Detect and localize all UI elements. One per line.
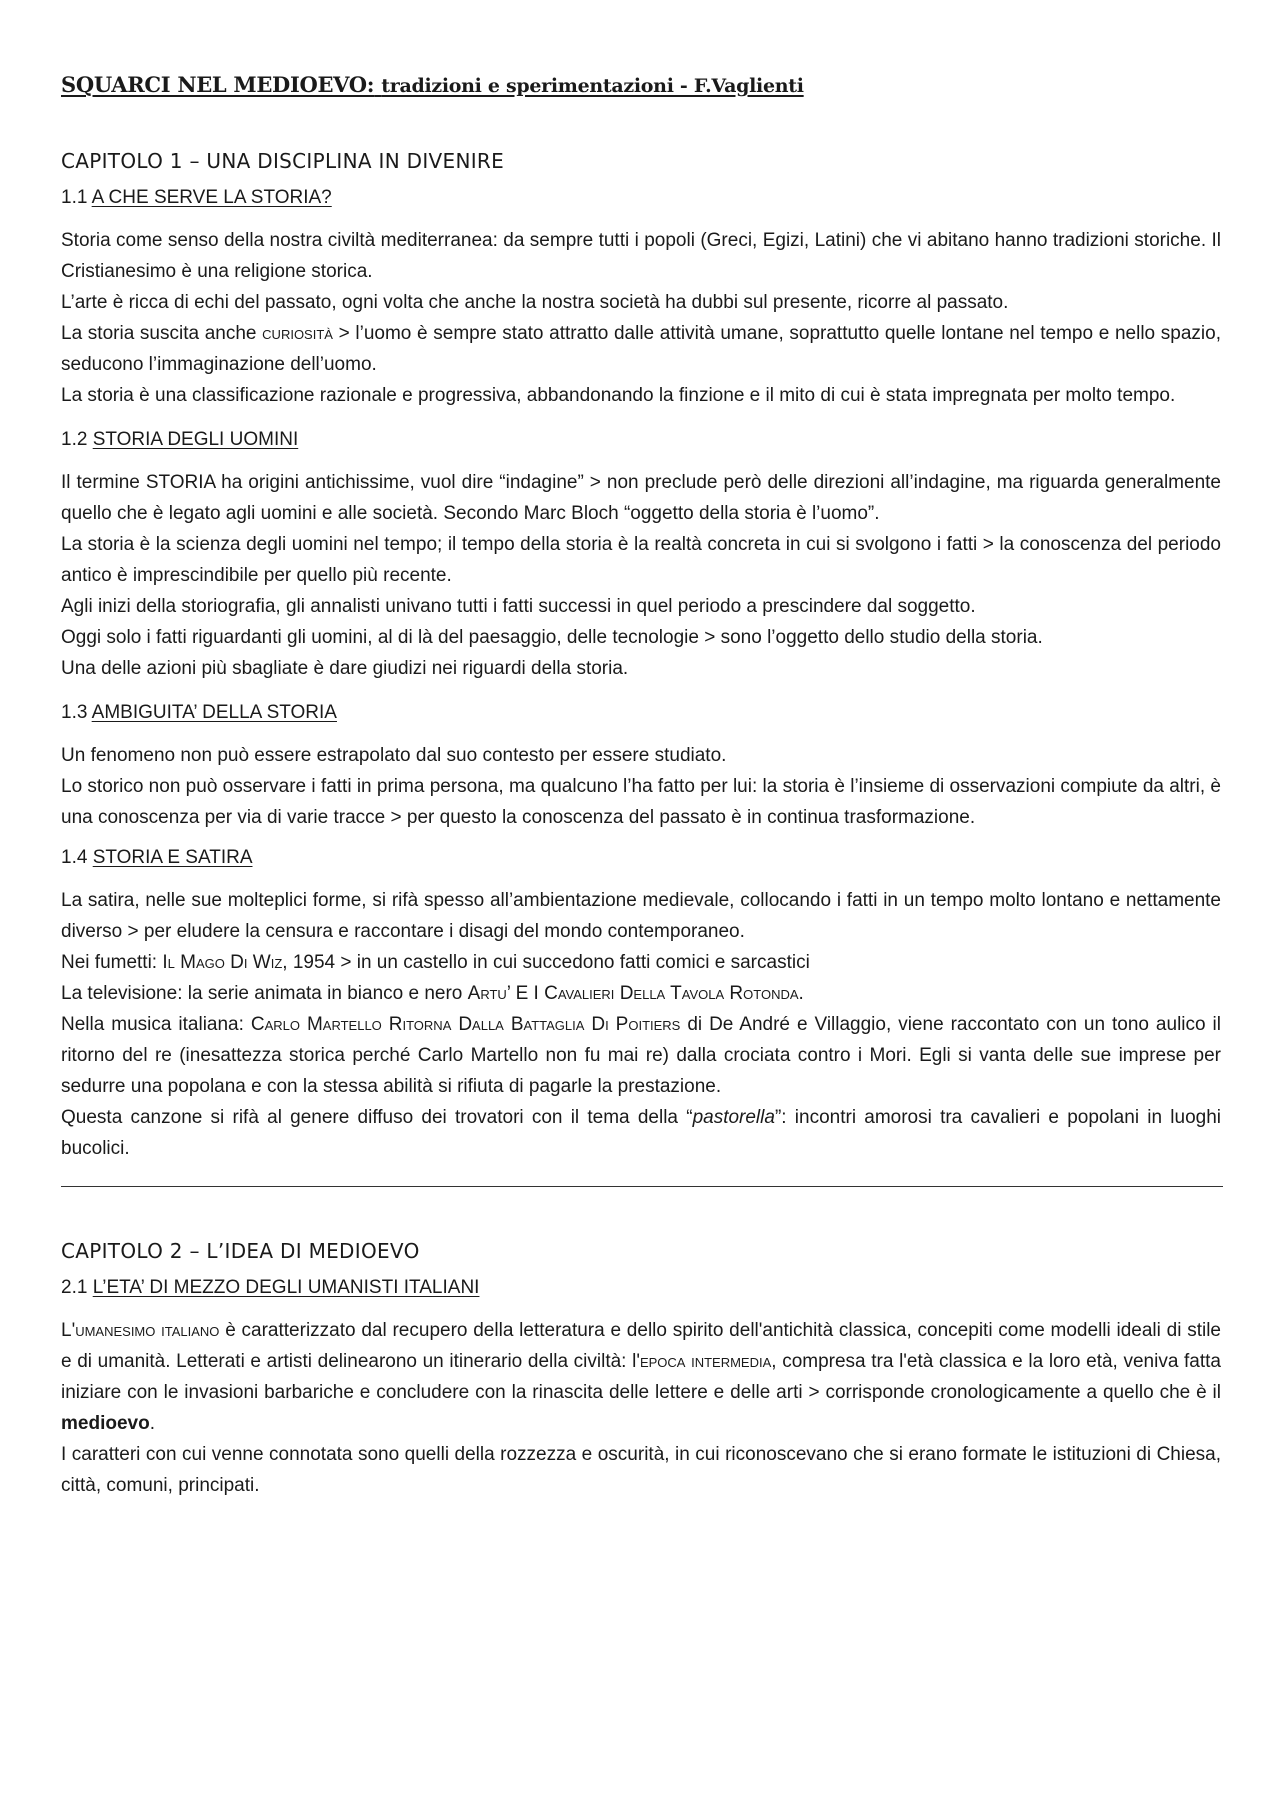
text-span: è caratterizzato dal recupero della letteratura e dello spirito dell'antichità classica, concepiti come modelli ideali di stile e di umanità. Letterati e artisti delinearono un itinerario della civiltà: l' (61, 1320, 1221, 1372)
section-title: STORIA E SATIRA (92, 847, 253, 868)
section-2-1-heading (61, 1277, 1221, 1299)
chapter-2-heading: CAPITOLO 2 – L’IDEA DI MEDIOEVO (61, 1239, 420, 1263)
italic-term: pastorella (692, 1107, 775, 1128)
section-title: A CHE SERVE LA STORIA? (91, 187, 332, 208)
small-caps-term: Il Mago Di Wiz (162, 952, 283, 973)
paragraph (61, 1009, 1221, 1102)
section-number: 1.3 (61, 702, 88, 723)
section-number: 2.1 (61, 1277, 88, 1298)
paragraph: L’arte è ricca di echi del passato, ogni volta che anche la nostra società ha dubbi sul presente, ricorre al passato. (61, 292, 1009, 313)
small-caps-term: Carlo Martello Ritorna Dalla Battaglia Di Poitiers (250, 1014, 681, 1035)
paragraph (61, 1102, 1221, 1164)
paragraph (61, 318, 1221, 380)
small-caps-term: epoca intermedia (639, 1351, 772, 1372)
paragraph: Lo storico non può osservare i fatti in prima persona, ma qualcuno l’ha fatto per lui: la storia è l’insieme di osservazioni compiute da altri, è una conoscenza per via di varie tracce > per questo la conoscenza del passato è in continua trasformazione. (61, 776, 1221, 828)
section-title: STORIA DEGLI UOMINI (92, 429, 299, 450)
text-span: La storia suscita anche (61, 323, 263, 344)
text-span: La televisione: la serie animata in bianco e nero (61, 983, 468, 1004)
paragraph: Il termine STORIA ha origini antichissime, vuol dire “indagine” > non preclude però delle direzioni all’indagine, ma riguarda generalmente quello che è legato agli uomini e alle società. Secondo Marc Bloch “oggetto della storia è l’uomo”. (61, 472, 1221, 524)
paragraph (61, 1315, 1221, 1439)
text-span: ”: incontri amorosi tra cavalieri e popolani in luoghi bucolici. (61, 1107, 1221, 1159)
paragraph: Una delle azioni più sbagliate è dare giudizi nei riguardi della storia. (61, 658, 629, 679)
text-span: . (149, 1413, 155, 1434)
section-1-3-heading (61, 702, 1221, 724)
text-span: , compresa tra l'età classica e la loro età, veniva fatta iniziare con le invasioni barbariche e concludere con la rinascita delle lettere e delle arti > corrisponde cronologicamente a quello che è il (61, 1351, 1221, 1403)
text-span: , 1954 > in un castello in cui succedono fatti comici e sarcastici (282, 952, 810, 973)
title-subtitle: tradizioni e sperimentazioni - F.Vaglienti (381, 75, 804, 97)
section-title: L’ETA’ DI MEZZO DEGLI UMANISTI ITALIANI (92, 1277, 480, 1298)
paragraph: Agli inizi della storiografia, gli annalisti univano tutti i fatti successi in quel periodo a prescindere dal soggetto. (61, 596, 976, 617)
section-1-1-heading (61, 187, 1221, 209)
paragraph (61, 978, 1221, 1009)
title-main: SQUARCI NEL MEDIOEVO: (61, 72, 375, 97)
section-number: 1.4 (61, 847, 88, 868)
small-caps-term: curiosità (262, 323, 333, 344)
section-1-2-heading (61, 429, 1221, 451)
paragraph (61, 947, 1221, 978)
small-caps-term: Artu’ E I Cavalieri Della Tavola Rotonda (467, 983, 799, 1004)
paragraph: La storia è una classificazione razionale e progressiva, abbandonando la finzione e il mito di cui è stata impregnata per molto tempo. (61, 385, 1176, 406)
bold-term: medioevo (61, 1413, 150, 1434)
paragraph: I caratteri con cui venne connotata sono quelli della rozzezza e oscurità, in cui riconoscevano che si erano formate le istituzioni di Chiesa, città, comuni, principati. (61, 1444, 1221, 1496)
chapter-divider (61, 1186, 1223, 1187)
text-span: > l’uomo è sempre stato attratto dalle attività umane, soprattutto quelle lontane nel tempo e nello spazio, seducono l’immaginazione dell’uomo. (61, 323, 1221, 375)
text-span: L' (61, 1320, 76, 1341)
text-span: Questa canzone si rifà al genere diffuso dei trovatori con il tema della “ (61, 1107, 693, 1128)
text-span: . (798, 983, 804, 1004)
section-title: AMBIGUITA’ DELLA STORIA (91, 702, 337, 723)
text-span: Nei fumetti: (61, 952, 163, 973)
paragraph: La satira, nelle sue molteplici forme, si rifà spesso all’ambientazione medievale, collocando i fatti in un tempo molto lontano e nettamente diverso > per eludere la censura e raccontare i disagi del mondo contemporaneo. (61, 890, 1221, 942)
paragraph: Oggi solo i fatti riguardanti gli uomini, al di là del paesaggio, delle tecnologie > sono l’oggetto dello studio della storia. (61, 627, 1043, 648)
section-number: 1.2 (61, 429, 88, 450)
text-span: di De André e Villaggio, viene raccontato con un tono aulico il ritorno del re (inesattezza storica perché Carlo Martello non fu mai re) dalla crociata contro i Mori. Egli si vanta delle sue imprese per sedurre una popolana e con la stessa abilità si rifiuta di pagarle la prestazione. (61, 1014, 1221, 1097)
section-1-4-heading (61, 847, 1221, 869)
paragraph: Storia come senso della nostra civiltà mediterranea: da sempre tutti i popoli (Greci, Egizi, Latini) che vi abitano hanno tradizioni storiche. Il Cristianesimo è una religione storica. (61, 230, 1221, 282)
small-caps-term: umanesimo italiano (75, 1320, 220, 1341)
document-title (61, 72, 1221, 97)
paragraph: La storia è la scienza degli uomini nel tempo; il tempo della storia è la realtà concreta in cui si svolgono i fatti > la conoscenza del periodo antico è imprescindibile per quello più recente. (61, 534, 1221, 586)
paragraph: Un fenomeno non può essere estrapolato dal suo contesto per essere studiato. (61, 745, 727, 766)
text-span: Nella musica italiana: (61, 1014, 251, 1035)
document-page (61, 72, 1221, 1501)
chapter-1-heading: CAPITOLO 1 – UNA DISCIPLINA IN DIVENIRE (61, 149, 505, 173)
section-number: 1.1 (61, 187, 88, 208)
